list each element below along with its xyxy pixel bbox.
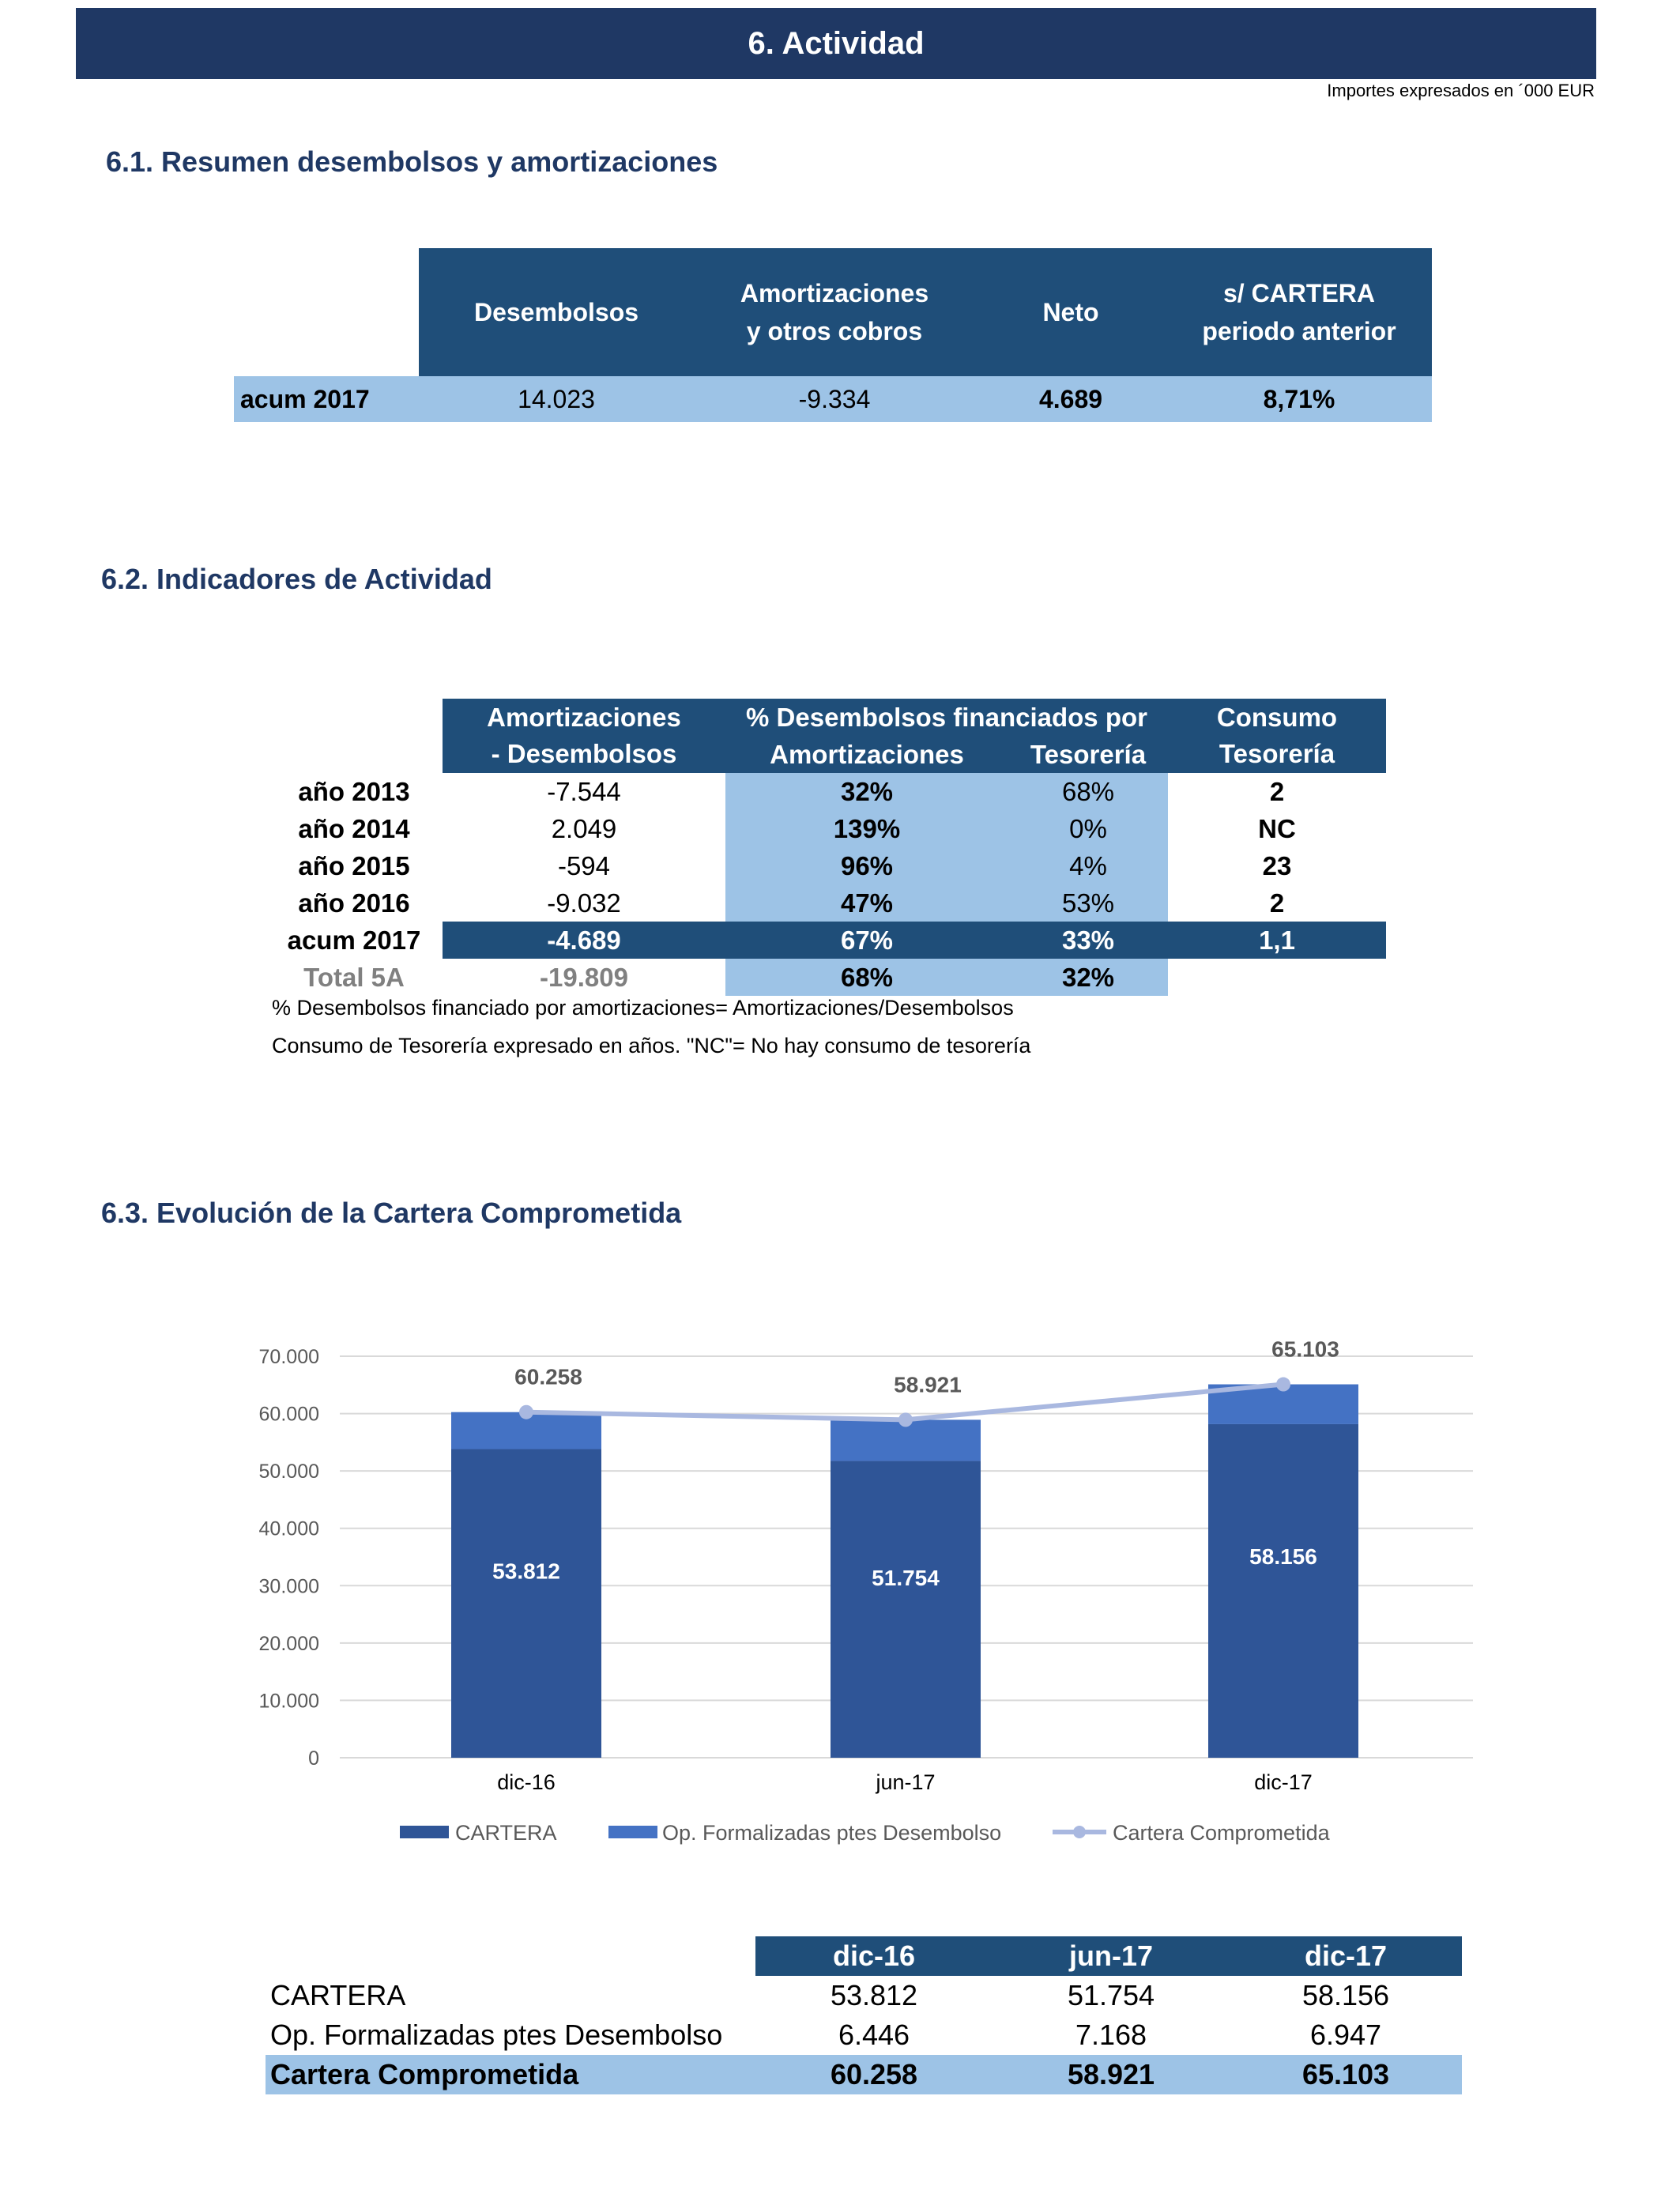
row-label: año 2015 [298, 850, 410, 880]
bar-cartera [451, 1449, 601, 1758]
row-label: acum 2017 [234, 376, 419, 422]
row-label: año 2014 [298, 813, 410, 843]
cell-pct-amort: 68% [725, 959, 1008, 996]
section-1-title: 6.1. Resumen desembolsos y amortizaciones [106, 145, 718, 178]
row-label: Cartera Comprometida [266, 2055, 755, 2094]
col-consumo-label: Consumo Tesorería [1216, 703, 1338, 768]
cartera-table [266, 1936, 1462, 2094]
col-amortizaciones-label: Amortizaciones y otros cobros [740, 279, 929, 345]
cell-pct-amort: 47% [725, 884, 1008, 922]
col-pct-amort: Amortizaciones [725, 736, 1008, 773]
col-pct-group: % Desembolsos financiados por [725, 699, 1168, 736]
line-point [898, 1412, 913, 1427]
col-jun-17: jun-17 [993, 1936, 1230, 1976]
row-label: CARTERA [270, 1979, 406, 2011]
cell-pct-tes: 33% [1008, 922, 1168, 959]
footnote-2: Consumo de Tesorería expresado en años. "NC"= No hay consumo de tesorería [272, 1034, 1031, 1057]
y-tick-label: 10.000 [258, 1690, 319, 1713]
table-cell: 53.812 [830, 1979, 918, 2011]
x-tick-label: dic-16 [497, 1770, 556, 1794]
legend-swatch-cartera [400, 1826, 449, 1838]
table-cell: 7.168 [1075, 2019, 1147, 2051]
units-note: Importes expresados en ´000 EUR [1327, 81, 1595, 100]
y-tick-label: 60.000 [258, 1403, 319, 1426]
cell-amort: -4.689 [443, 922, 725, 959]
legend-swatch-op-formalizadas [608, 1826, 657, 1838]
table-cell: 60.258 [755, 2055, 993, 2094]
col-neto: Neto [975, 248, 1166, 376]
cell-pct-tes: 0% [1008, 810, 1168, 847]
x-tick-label: jun-17 [876, 1770, 936, 1794]
cell-desembolsos: 14.023 [419, 376, 694, 422]
legend-label-op-formalizadas: Op. Formalizadas ptes Desembolso [662, 1821, 1002, 1845]
table-cell: 58.921 [993, 2055, 1230, 2094]
table-row [266, 2015, 1462, 2055]
total-row [266, 2055, 1462, 2094]
cell-consumo: 23 [1262, 850, 1292, 880]
cell-amortizaciones: -9.334 [694, 376, 975, 422]
y-tick-label: 30.000 [258, 1575, 319, 1598]
y-tick-label: 0 [308, 1747, 319, 1770]
row-label: acum 2017 [266, 922, 443, 959]
cell-pct-tes: 68% [1008, 773, 1168, 810]
table-row [266, 1976, 1462, 2015]
line-value-label: 58.921 [894, 1372, 962, 1397]
table-cell: 6.947 [1309, 2019, 1382, 2051]
cell-amort: -594 [557, 850, 611, 880]
section-2-title: 6.2. Indicadores de Actividad [101, 563, 492, 595]
col-amort-desemb-label: Amortizaciones - Desembolsos [487, 703, 681, 768]
col-cartera-label: s/ CARTERA periodo anterior [1202, 279, 1396, 345]
cell-amort: -19.809 [540, 962, 628, 992]
col-dic-17: dic-17 [1230, 1936, 1462, 1976]
cell-amort: -9.032 [547, 888, 621, 918]
row-label: Total 5A [303, 962, 405, 992]
table-cell: 6.446 [838, 2019, 910, 2051]
table-cell: 58.156 [1301, 1979, 1390, 2011]
row-label: año 2013 [298, 776, 410, 806]
cell-pct-amort: 139% [725, 810, 1008, 847]
cell-pct-amort: 96% [725, 847, 1008, 884]
line-point [519, 1405, 533, 1419]
col-dic-16: dic-16 [755, 1936, 993, 1976]
cell-cartera: 8,71% [1166, 376, 1432, 422]
bar-cartera [831, 1461, 981, 1758]
section-3-title: 6.3. Evolución de la Cartera Comprometida [101, 1197, 682, 1229]
cell-consumo: 1,1 [1168, 922, 1386, 959]
cell-consumo: NC [1258, 813, 1296, 843]
cartera-header-row [266, 1936, 1462, 1976]
row-label: año 2016 [298, 888, 410, 918]
bar-cartera [1208, 1424, 1358, 1758]
table-cell: 51.754 [1067, 1979, 1155, 2011]
page-title: 6. Actividad [748, 25, 925, 61]
legend-label-comprometida: Cartera Comprometida [1113, 1821, 1330, 1845]
row-label: Op. Formalizadas ptes Desembolso [270, 2019, 723, 2051]
y-tick-label: 70.000 [258, 1346, 319, 1368]
line-point [1276, 1378, 1290, 1392]
table-cell: 65.103 [1230, 2055, 1462, 2094]
footnote-1: % Desembolsos financiado por amortizaciones= Amortizaciones/Desembolsos [272, 996, 1014, 1020]
legend-marker-comprometida [1073, 1826, 1086, 1838]
cell-neto: 4.689 [975, 376, 1166, 422]
y-tick-label: 40.000 [258, 1517, 319, 1540]
y-tick-label: 20.000 [258, 1632, 319, 1655]
y-tick-label: 50.000 [258, 1461, 319, 1483]
cell-consumo: 2 [1269, 776, 1285, 806]
cell-pct-tes: 4% [1008, 847, 1168, 884]
col-desembolsos: Desembolsos [419, 248, 694, 376]
cell-consumo: 2 [1269, 888, 1285, 918]
bar-value-label: 51.754 [872, 1566, 940, 1591]
legend-label-cartera: CARTERA [455, 1821, 557, 1845]
x-tick-label: dic-17 [1254, 1770, 1313, 1794]
cell-pct-amort: 67% [725, 922, 1008, 959]
col-pct-tes: Tesorería [1008, 736, 1168, 773]
cell-pct-amort: 32% [725, 773, 1008, 810]
cell-pct-tes: 53% [1008, 884, 1168, 922]
line-value-label: 65.103 [1271, 1336, 1339, 1362]
cell-amort: -7.544 [547, 776, 621, 806]
cell-pct-tes: 32% [1008, 959, 1168, 996]
bar-value-label: 58.156 [1249, 1544, 1317, 1570]
bar-value-label: 53.812 [492, 1559, 560, 1584]
cell-amort: 2.049 [551, 813, 617, 843]
line-value-label: 60.258 [514, 1364, 582, 1389]
